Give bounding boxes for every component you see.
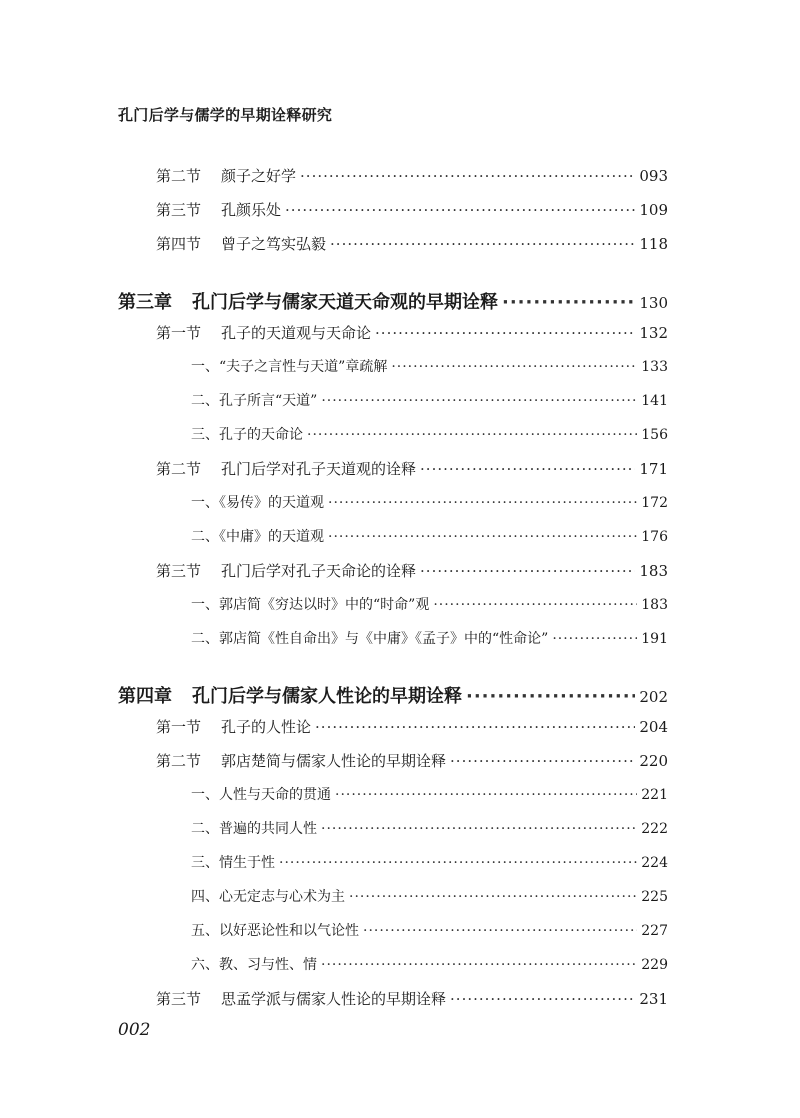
- toc-entry-label: [118, 288, 498, 314]
- toc-entry-page: 222: [641, 821, 668, 837]
- toc-entry-label: [156, 458, 416, 479]
- toc-entry-title: 一、“夫子之言性与天道”章疏解: [191, 359, 388, 375]
- toc-entry-number: 第四章: [118, 686, 172, 707]
- toc-entry-label: [191, 424, 303, 444]
- dot-leader: [335, 787, 637, 803]
- toc-entry-page: 133: [641, 359, 668, 375]
- toc-entry-number: 第二节: [156, 752, 202, 770]
- toc-entry-label: [156, 199, 281, 220]
- toc-entry-page: 204: [639, 718, 668, 736]
- toc-entry-page: 093: [639, 167, 668, 185]
- toc-entry-title: 孔子的人性论: [221, 718, 312, 736]
- toc-entry-sub: [191, 920, 668, 940]
- toc-entry-sub: [191, 356, 668, 376]
- toc-entry-title: 二、郭店简《性自命出》与《中庸》《孟子》中的“性命论”: [191, 631, 549, 647]
- toc-entry-label: [191, 818, 317, 838]
- toc-entry-chapter: [118, 682, 668, 708]
- toc-entry-label: [191, 390, 317, 410]
- dot-leader: [450, 752, 635, 770]
- toc-entry-title: 思孟学派与儒家人性论的早期诠释: [221, 990, 447, 1008]
- toc-entry-page: 171: [639, 460, 668, 478]
- toc-entry-title: 一、《易传》的天道观: [191, 495, 324, 511]
- toc-entry-title: 二、《中庸》的天道观: [191, 529, 324, 545]
- toc-entry-number: 第一节: [156, 718, 202, 736]
- dot-leader: [285, 201, 635, 219]
- toc-entry-sub: [191, 628, 668, 648]
- dot-leader: [450, 990, 635, 1008]
- toc-entry-label: [191, 356, 387, 376]
- toc-entry-page: 109: [639, 201, 668, 219]
- toc-entry-title: 孔门后学对孔子天道观的诠释: [221, 460, 417, 478]
- toc-entry-label: [191, 594, 429, 614]
- toc-entry-number: 第二节: [156, 460, 202, 478]
- toc-entry-label: [191, 954, 317, 974]
- running-head: 孔门后学与儒学的早期诠释研究: [118, 106, 333, 124]
- toc-entry-title: 三、情生于性: [191, 855, 275, 871]
- dot-leader: [420, 460, 635, 478]
- toc-entry-label: [191, 628, 548, 648]
- toc-entry-page: 183: [641, 597, 668, 613]
- toc-entry-label: [191, 492, 324, 512]
- toc-entry-page: 156: [641, 427, 668, 443]
- dot-leader: [321, 957, 637, 973]
- toc-entry-sub: [191, 818, 668, 838]
- page-number: 002: [118, 1020, 151, 1040]
- toc-entry-title: 郭店楚简与儒家人性论的早期诠释: [221, 752, 447, 770]
- toc-entry-page: 118: [639, 235, 668, 253]
- toc-entry-section: [156, 458, 668, 479]
- toc-entry-number: 第三节: [156, 201, 202, 219]
- dot-leader: [315, 718, 635, 736]
- dot-leader: [279, 855, 637, 871]
- toc-entry-sub: [191, 424, 668, 444]
- toc-entry-title: 孔门后学对孔子天命论的诠释: [221, 562, 417, 580]
- toc-entry-title: 四、心无定志与心术为主: [191, 889, 345, 905]
- toc-entry-sub: [191, 492, 668, 512]
- toc-entry-page: 130: [639, 294, 668, 312]
- dot-leader: [321, 393, 637, 409]
- toc-entry-title: 二、普遍的共同人性: [191, 821, 317, 837]
- toc-entry-page: 227: [641, 923, 668, 939]
- toc-entry-label: [156, 716, 311, 737]
- toc-entry-title: 一、人性与天命的贯通: [191, 787, 331, 803]
- toc-entry-number: 第一节: [156, 324, 202, 342]
- toc-entry-number: 第三章: [118, 292, 172, 313]
- toc-entry-page: 202: [639, 688, 668, 706]
- dot-leader: [552, 631, 637, 647]
- toc-entry-page: 183: [639, 562, 668, 580]
- dot-leader: [349, 889, 637, 905]
- toc-entry-label: [156, 560, 416, 581]
- toc-entry-title: 孔子的天道观与天命论: [221, 324, 372, 342]
- toc-entry-title: 二、孔子所言“天道”: [191, 393, 318, 409]
- toc-entry-label: [191, 886, 345, 906]
- toc-entry-label: [156, 322, 371, 343]
- toc-entry-title: 曾子之笃实弘毅: [221, 235, 327, 253]
- dot-leader: [321, 821, 637, 837]
- toc-entry-label: [191, 526, 324, 546]
- toc-entry-section: [156, 716, 668, 737]
- toc-entry-page: 141: [641, 393, 668, 409]
- toc-entry-chapter: [118, 288, 668, 314]
- toc-entry-page: 224: [641, 855, 668, 871]
- dot-leader: [328, 529, 637, 545]
- dot-leader: [502, 292, 635, 313]
- dot-leader: [363, 923, 637, 939]
- toc-entry-label: [156, 988, 446, 1009]
- toc-entry-page: 221: [641, 787, 668, 803]
- dot-leader: [466, 686, 635, 707]
- toc-entry-section: [156, 199, 668, 220]
- toc-entry-label: [191, 852, 275, 872]
- toc-entry-page: 191: [641, 631, 668, 647]
- toc-entry-title: 一、郭店简《穷达以时》中的“时命”观: [191, 597, 430, 613]
- toc-entry-sub: [191, 954, 668, 974]
- toc-entry-title: 三、孔子的天命论: [191, 427, 303, 443]
- toc-entry-section: [156, 988, 668, 1009]
- toc-entry-page: 229: [641, 957, 668, 973]
- toc-entry-label: [191, 920, 359, 940]
- dot-leader: [420, 562, 635, 580]
- toc-entry-number: 第四节: [156, 235, 202, 253]
- toc-entry-sub: [191, 886, 668, 906]
- toc-entry-page: 231: [639, 990, 668, 1008]
- toc-entry-title: 五、以好恶论性和以气论性: [191, 923, 359, 939]
- toc-entry-number: 第二节: [156, 167, 202, 185]
- toc-entry-page: 172: [641, 495, 668, 511]
- toc-entry-title: 六、教、习与性、情: [191, 957, 317, 973]
- toc-entry-sub: [191, 526, 668, 546]
- toc-entry-label: [191, 784, 331, 804]
- toc-entry-number: 第三节: [156, 990, 202, 1008]
- toc-entry-section: [156, 233, 668, 254]
- toc-entry-label: [156, 750, 446, 771]
- dot-leader: [307, 427, 637, 443]
- toc-entry-sub: [191, 784, 668, 804]
- toc-entry-page: 176: [641, 529, 668, 545]
- toc-entry-title: 孔门后学与儒家天道天命观的早期诠释: [192, 292, 498, 313]
- toc-entry-title: 颜子之好学: [221, 167, 297, 185]
- toc-entry-sub: [191, 852, 668, 872]
- toc-entry-sub: [191, 594, 668, 614]
- toc-entry-section: [156, 322, 668, 343]
- toc-entry-label: [156, 233, 326, 254]
- toc-entry-section: [156, 560, 668, 581]
- toc-entry-page: 225: [641, 889, 668, 905]
- dot-leader: [391, 359, 637, 375]
- toc-entry-title: 孔颜乐处: [221, 201, 282, 219]
- toc-entry-title: 孔门后学与儒家人性论的早期诠释: [192, 686, 462, 707]
- dot-leader: [328, 495, 637, 511]
- dot-leader: [300, 167, 635, 185]
- toc-entry-section: [156, 165, 668, 186]
- dot-leader: [433, 597, 637, 613]
- dot-leader: [375, 324, 635, 342]
- toc-entry-label: [118, 682, 462, 708]
- toc-entry-sub: [191, 390, 668, 410]
- toc-entry-page: 132: [639, 324, 668, 342]
- toc-entry-label: [156, 165, 296, 186]
- dot-leader: [330, 235, 635, 253]
- toc-entry-section: [156, 750, 668, 771]
- toc-entry-page: 220: [639, 752, 668, 770]
- toc-entry-number: 第三节: [156, 562, 202, 580]
